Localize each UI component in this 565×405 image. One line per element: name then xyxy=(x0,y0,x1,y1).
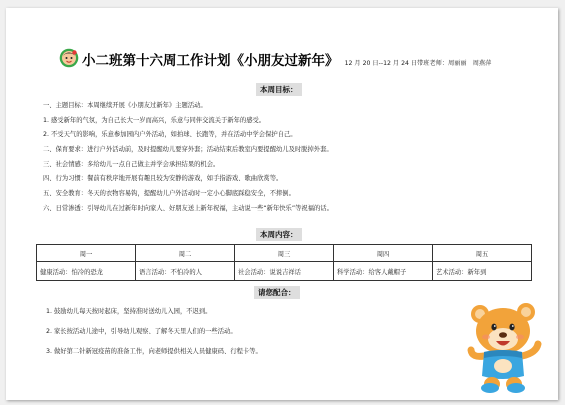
column-thursday: 周四 xyxy=(334,245,433,262)
cartoon-bear-illustration xyxy=(466,298,546,396)
goal-item: 五、安全教育：冬天的衣物容易钩，提醒幼儿户外活动时一定小心脚底踩稳安全，不摔倒。 xyxy=(43,190,295,198)
goal-item: 六、日常渗透：引导幼儿在过新年时向家人、好朋友送上新年祝福，主动说一些“新年快乐”等祝福的话。 xyxy=(43,204,333,212)
goal-item: 四、行为习惯：餐前有秩序地开展有趣且较为安静的游戏，如手指游戏、歌曲欣赏等。 xyxy=(43,175,283,183)
goal-item: 二、保育要求：进行户外活动前，及时提醒幼儿要穿外套；活动结束后教室内要提醒幼儿及时脱掉外套。 xyxy=(43,146,333,154)
table-header-row xyxy=(37,245,532,262)
notes-list xyxy=(46,302,466,362)
column-tuesday: 周二 xyxy=(136,245,235,262)
column-wednesday: 周三 xyxy=(235,245,334,262)
cell-friday: 艺术活动：新年到 xyxy=(433,262,532,281)
cartoon-child-face-icon xyxy=(59,48,79,68)
cell-thursday: 科学活动：给客人戴帽子 xyxy=(334,262,433,281)
title-date-teachers: 12 月 20 日--12 月 24 日带班老师：周丽丽 周燕萍 xyxy=(344,60,492,67)
document-title xyxy=(82,49,491,69)
title-main: 小二班第十六周工作计划《小朋友过新年》 xyxy=(82,53,339,69)
goal-item: 一、主题目标：本周继续开展《小朋友过新年》主题活动。 xyxy=(43,102,207,109)
notes-heading: 请您配合： xyxy=(254,286,300,299)
content-heading: 本周内容： xyxy=(256,228,302,241)
document-page xyxy=(6,8,558,400)
column-monday: 周一 xyxy=(37,245,136,262)
table-row xyxy=(37,262,532,281)
cell-monday: 健康活动：怕冷的恐龙 xyxy=(37,262,136,281)
goal-item: 1. 感受新年的气氛，为自己长大一岁而高兴，乐意与同伴交流关于新年的感受。 xyxy=(43,116,266,124)
column-friday: 周五 xyxy=(433,245,532,262)
weekly-content-table xyxy=(36,244,532,281)
goals-heading: 本周目标： xyxy=(256,83,302,96)
goal-item: 2. 不受天气的影响，乐意参加园内户外活动，如拍球、长跑等，并在活动中学会保护自己。 xyxy=(43,131,297,139)
note-item: 1. 鼓励幼儿每天按时起床，坚持准时送幼儿入园，不迟到。 xyxy=(46,308,212,315)
note-item: 2. 家长按活动儿途中，引导幼儿观察、了解冬天里人们的一些活动。 xyxy=(46,328,237,335)
cell-tuesday: 语言活动：不怕冷的人 xyxy=(136,262,235,281)
cell-wednesday: 社会活动：说说吉祥话 xyxy=(235,262,334,281)
goals-list xyxy=(43,99,523,217)
goal-item: 三、社会情感：多给幼儿一点自己做主并学会承担结果的机会。 xyxy=(43,160,220,168)
note-item: 3. 做好第二针新冠疫苗的准备工作，向老师提供相关人员健康码、行程卡等。 xyxy=(46,348,262,355)
